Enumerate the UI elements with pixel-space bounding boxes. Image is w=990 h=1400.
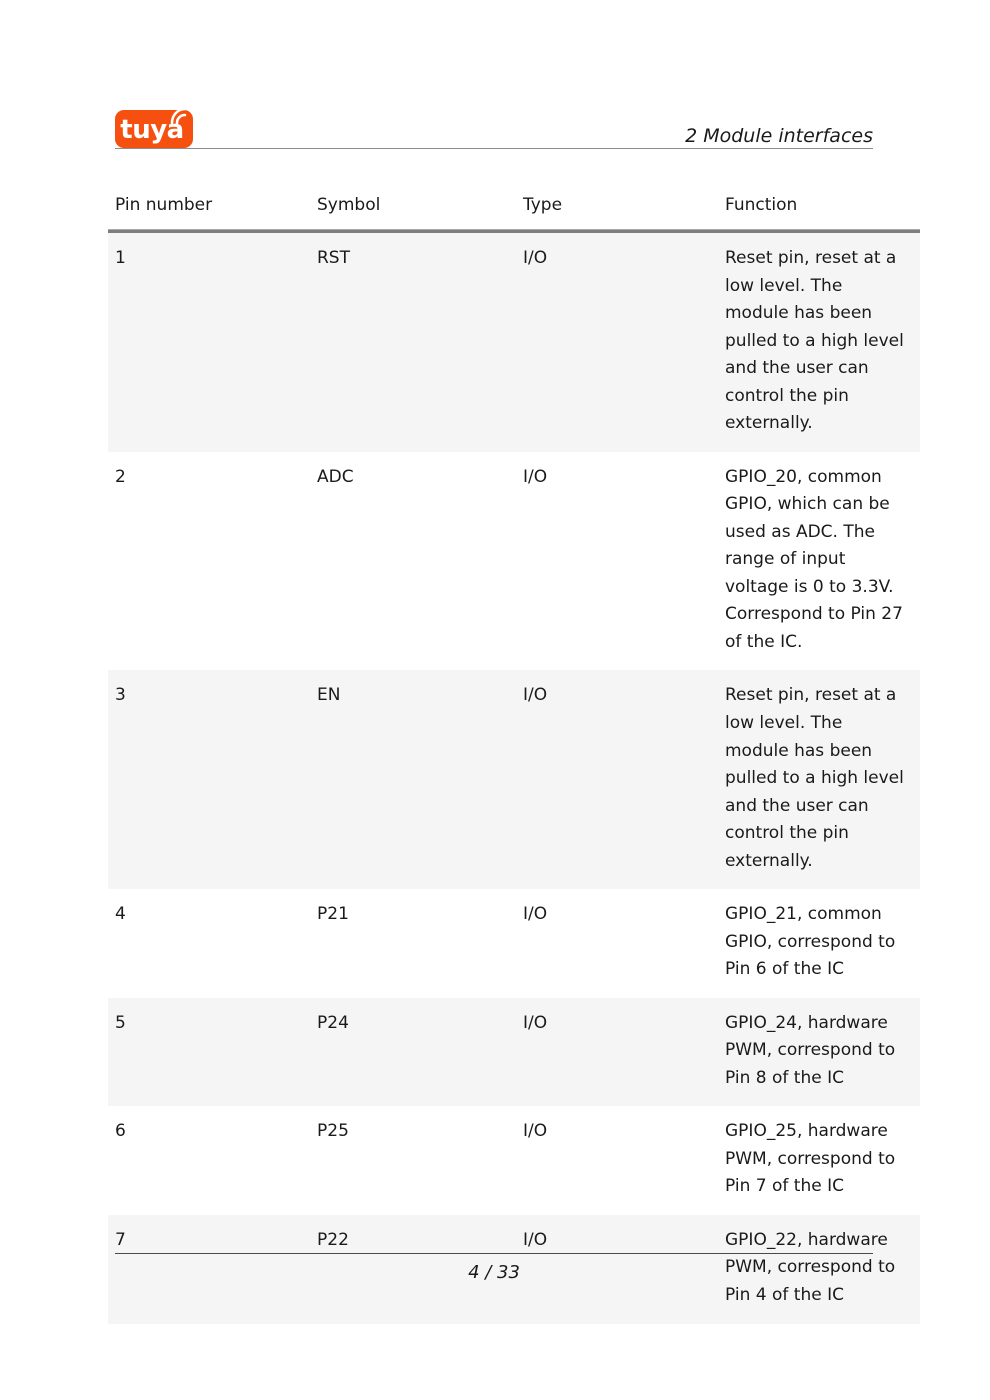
cell-function: GPIO_24, hardware PWM, correspond to Pin 8 of the IC <box>725 998 920 1107</box>
cell-function: Reset pin, reset at a low level. The module has been pulled to a high level and the user can control the pin externally. <box>725 233 920 452</box>
cell-function: GPIO_20, common GPIO, which can be used as ADC. The range of input voltage is 0 to 3.3V. Correspond to Pin 27 of the IC. <box>725 466 903 652</box>
cell-function: Reset pin, reset at a low level. The module has been pulled to a high level and the user can control the pin externally. <box>725 670 920 889</box>
logo-wordmark: tuya <box>120 115 184 145</box>
cell-pin-number: 7 <box>108 1215 317 1324</box>
table-row <box>108 670 920 889</box>
cell-symbol: EN <box>317 670 523 889</box>
cell-type: I/O <box>523 998 725 1107</box>
cell-symbol: P24 <box>317 998 523 1107</box>
cell-type: I/O <box>523 670 725 889</box>
cell-pin-number: 6 <box>115 1121 126 1142</box>
cell-pin-number: 4 <box>115 904 126 925</box>
cell-symbol: P25 <box>317 1121 349 1142</box>
cell-symbol: P21 <box>317 904 349 925</box>
cell-pin-number: 5 <box>108 998 317 1107</box>
pin-definition-table <box>108 181 920 1324</box>
table-row <box>108 889 920 998</box>
table-row <box>108 452 920 671</box>
cell-symbol: P22 <box>317 1215 523 1324</box>
table-row <box>108 1106 920 1215</box>
table-header-row <box>108 181 920 230</box>
cell-pin-number: 1 <box>108 233 317 452</box>
cell-type: I/O <box>523 1215 725 1324</box>
cell-pin-number: 3 <box>108 670 317 889</box>
wifi-arc-icon <box>168 106 188 126</box>
cell-symbol: RST <box>317 233 523 452</box>
column-header-function: Function <box>725 181 920 230</box>
cell-type: I/O <box>523 1121 548 1142</box>
column-header-pin-number: Pin number <box>108 181 317 230</box>
tuya-logo <box>115 110 193 148</box>
cell-pin-number: 2 <box>115 466 126 487</box>
cell-function: GPIO_22, hardware PWM, correspond to Pin 4 of the IC <box>725 1215 920 1324</box>
table-body <box>108 233 920 1324</box>
cell-function: GPIO_25, hardware PWM, correspond to Pin 7 of the IC <box>725 1121 896 1197</box>
table-row <box>108 998 920 1107</box>
cell-type: I/O <box>523 466 548 487</box>
cell-type: I/O <box>523 233 725 452</box>
cell-function: GPIO_21, common GPIO, correspond to Pin 6 of the IC <box>725 904 896 980</box>
footer-divider <box>115 1253 873 1254</box>
column-header-type: Type <box>523 181 725 230</box>
column-header-symbol: Symbol <box>317 181 523 230</box>
cell-type: I/O <box>523 904 548 925</box>
page-number: 4 / 33 <box>468 1262 520 1283</box>
table-row <box>108 233 920 452</box>
page-header <box>115 96 873 148</box>
header-divider <box>115 148 873 149</box>
section-title: 2 Module interfaces <box>685 125 873 147</box>
cell-symbol: ADC <box>317 466 354 487</box>
